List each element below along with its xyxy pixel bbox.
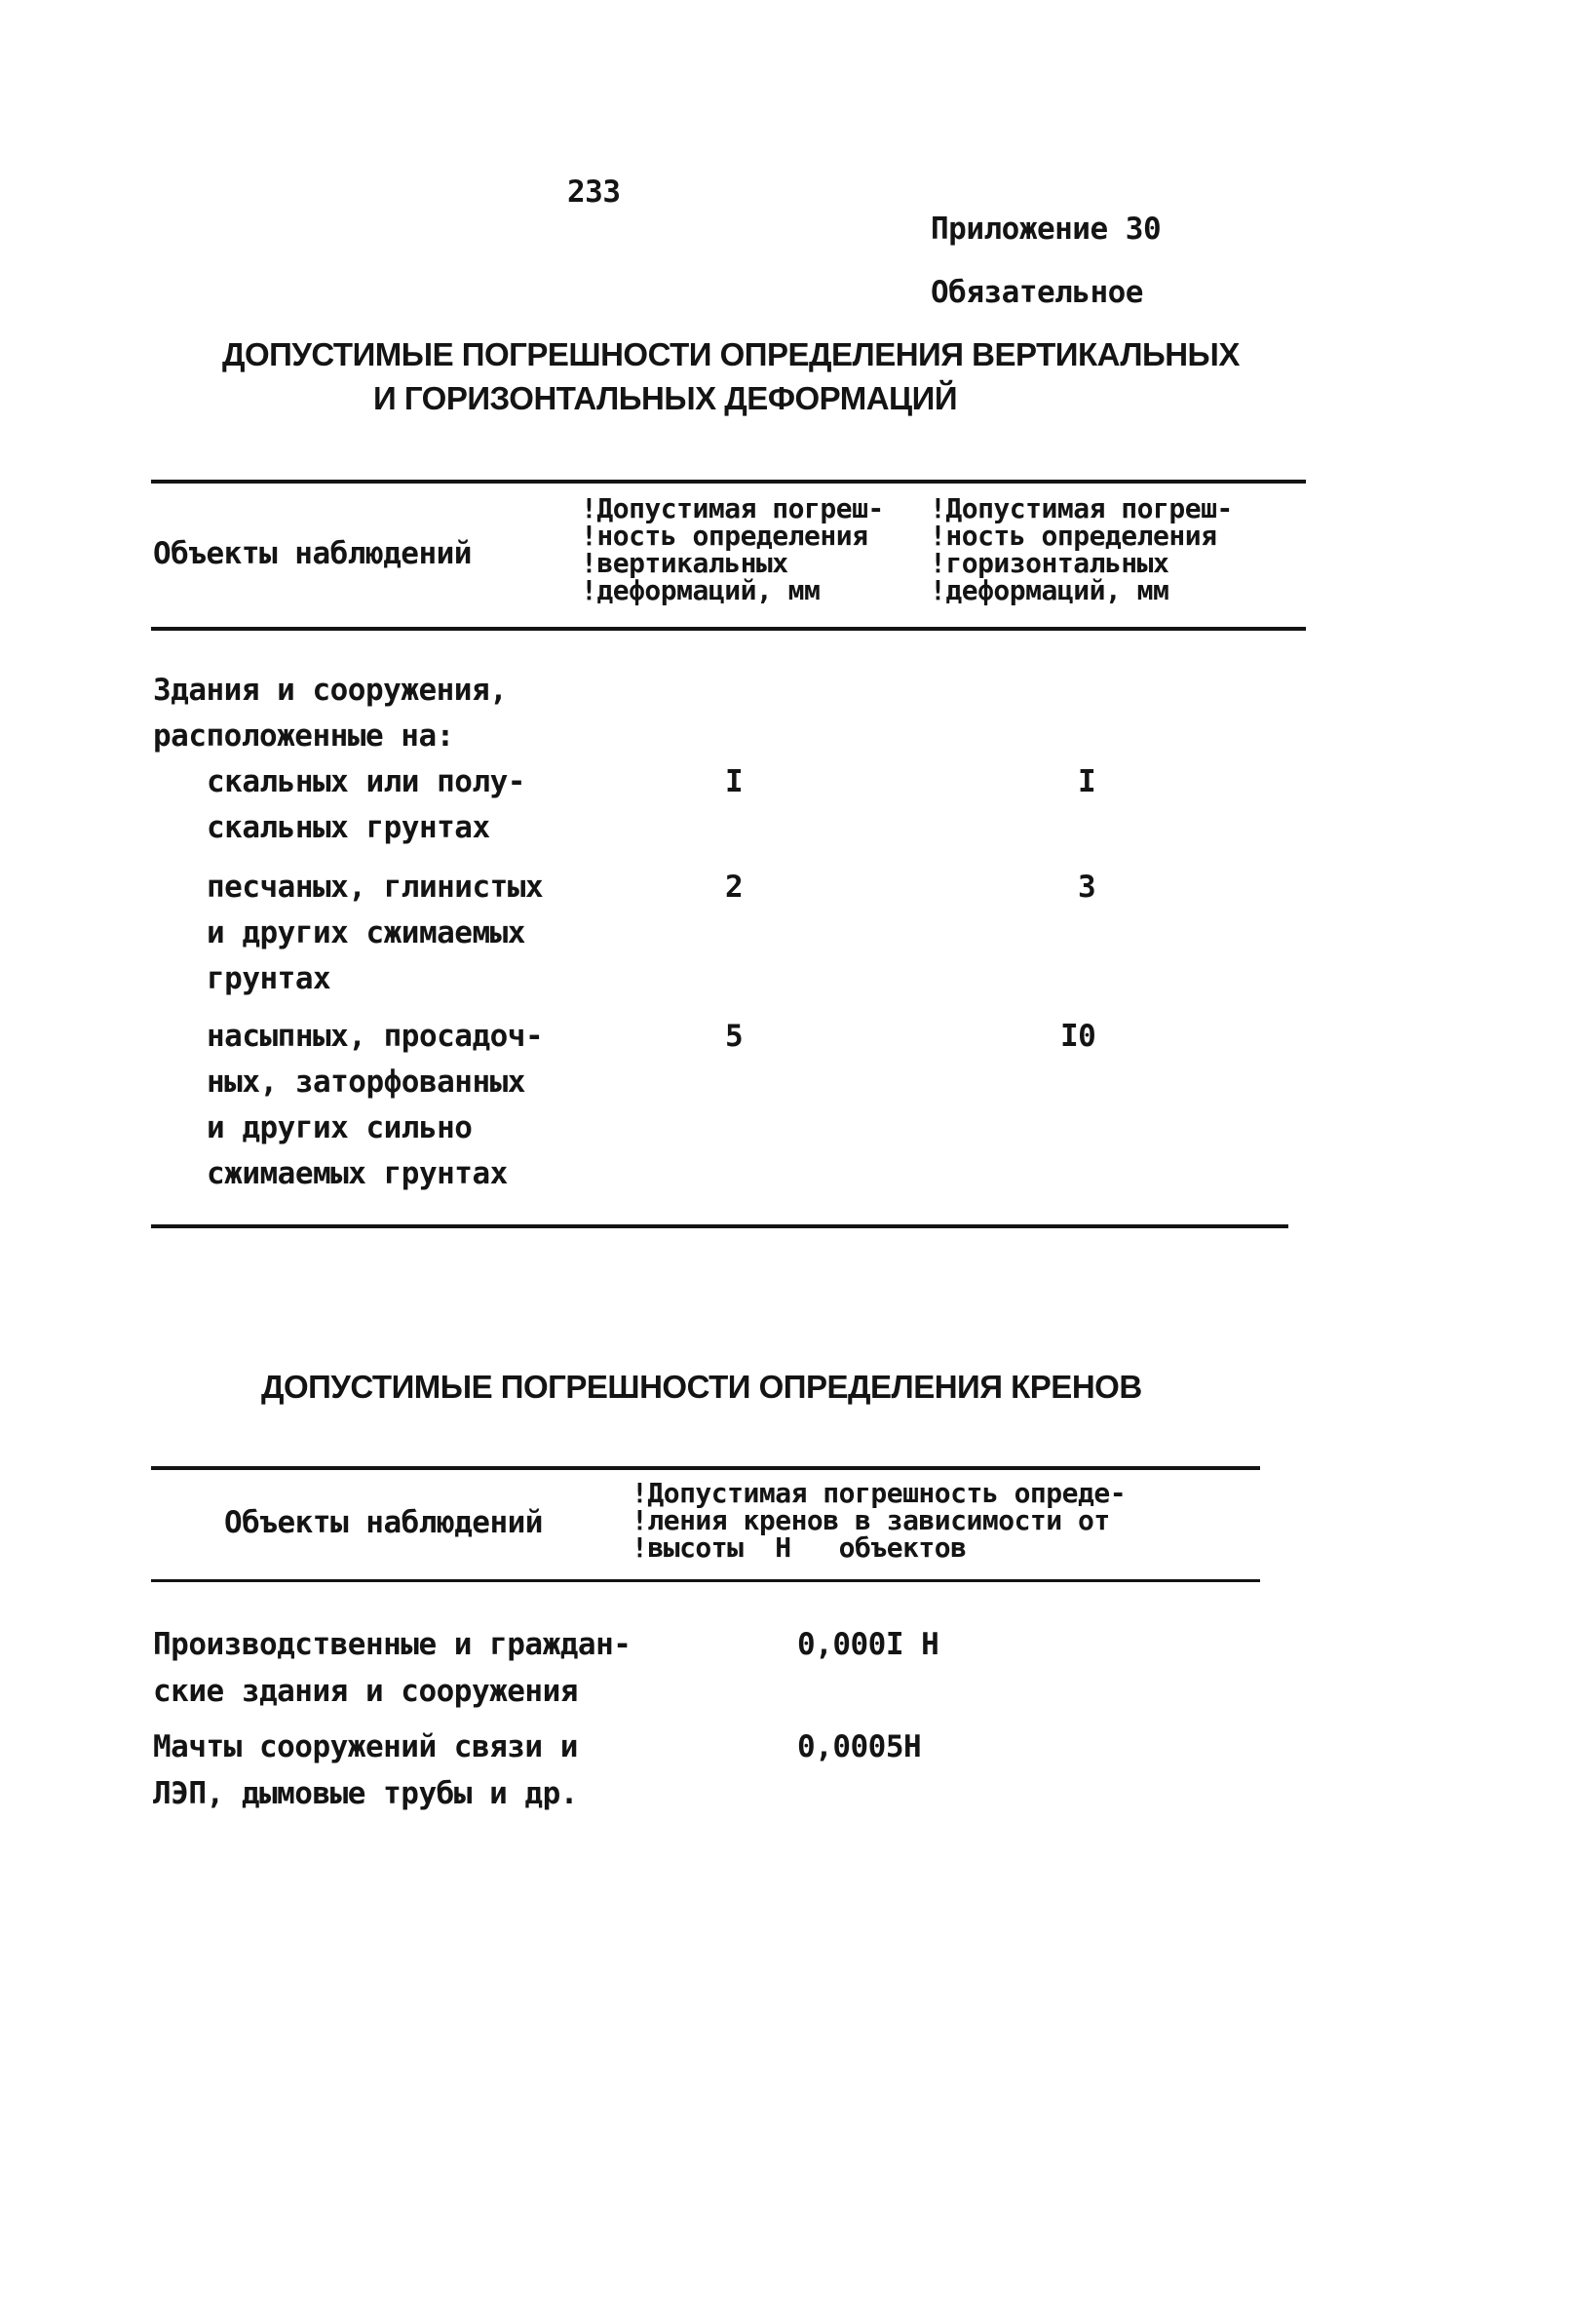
table1-header-horizontal-line: !ность определения (930, 520, 1217, 552)
appendix-status: Обязательное (931, 275, 1143, 310)
page-number: 233 (567, 174, 621, 210)
appendix-label: Приложение 30 (931, 212, 1162, 247)
table2-header-tolerance-line: !ления кренов в зависимости от (632, 1504, 1110, 1536)
row-label: песчаных, глинистых (207, 870, 544, 905)
table1-top-rule (151, 480, 1306, 484)
row-label: скальных грунтах (207, 810, 490, 845)
row-label: ных, заторфованных (207, 1065, 525, 1100)
table1-header-vertical-line: !деформаций, мм (581, 574, 821, 606)
table1-header-vertical-line: !вертикальных (581, 547, 788, 579)
row-label: грунтах (207, 961, 331, 996)
row-label: ЛЭП, дымовые трубы и др. (153, 1776, 578, 1811)
section2-title: ДОПУСТИМЫЕ ПОГРЕШНОСТИ ОПРЕДЕЛЕНИЯ КРЕНОВ (261, 1369, 1142, 1405)
row-vertical-value: 5 (725, 1019, 744, 1054)
table1-header-objects: Объекты наблюдений (153, 536, 472, 571)
table1-group-label: расположенные на: (153, 718, 454, 754)
table1-header-horizontal-line: !Допустимая погреш- (930, 492, 1233, 524)
table1-group-label: Здания и сооружения, (153, 673, 508, 708)
table2-top-rule (151, 1466, 1260, 1470)
row-label: насыпных, просадоч- (207, 1019, 544, 1054)
table1-header-rule (151, 627, 1306, 631)
table1-header-vertical-line: !Допустимая погреш- (581, 492, 884, 524)
section1-title-line1: ДОПУСТИМЫЕ ПОГРЕШНОСТИ ОПРЕДЕЛЕНИЯ ВЕРТИКАЛЬНЫХ (222, 336, 1240, 372)
row-value: 0,000I Н (797, 1627, 939, 1662)
row-horizontal-value: I (1078, 764, 1096, 799)
row-horizontal-value: I0 (1060, 1019, 1096, 1054)
table1-header-horizontal-line: !горизонтальных (930, 547, 1169, 579)
row-label: Мачты сооружений связи и (153, 1729, 578, 1764)
table2-header-tolerance-line: !Допустимая погрешность опреде- (632, 1477, 1127, 1509)
row-label: скальных или полу- (207, 764, 525, 799)
table2-header-tolerance-line: !высоты Н объектов (632, 1531, 967, 1564)
row-vertical-value: 2 (725, 870, 744, 905)
row-label: Производственные и граждан- (153, 1627, 632, 1662)
row-vertical-value: I (725, 764, 744, 799)
table2-header-rule (151, 1579, 1260, 1582)
row-value: 0,0005Н (797, 1729, 922, 1764)
row-label: и других сжимаемых (207, 915, 525, 950)
section1-title-line2: И ГОРИЗОНТАЛЬНЫХ ДЕФОРМАЦИЙ (373, 380, 958, 416)
row-label: сжимаемых грунтах (207, 1156, 508, 1191)
table1-header-vertical-line: !ность определения (581, 520, 868, 552)
row-label: и других сильно (207, 1110, 473, 1145)
table1-header-horizontal-line: !деформаций, мм (930, 574, 1169, 606)
row-horizontal-value: 3 (1078, 870, 1096, 905)
table2-header-objects: Объекты наблюдений (224, 1505, 543, 1540)
row-label: ские здания и сооружения (153, 1674, 578, 1709)
table1-bottom-rule (151, 1224, 1288, 1228)
